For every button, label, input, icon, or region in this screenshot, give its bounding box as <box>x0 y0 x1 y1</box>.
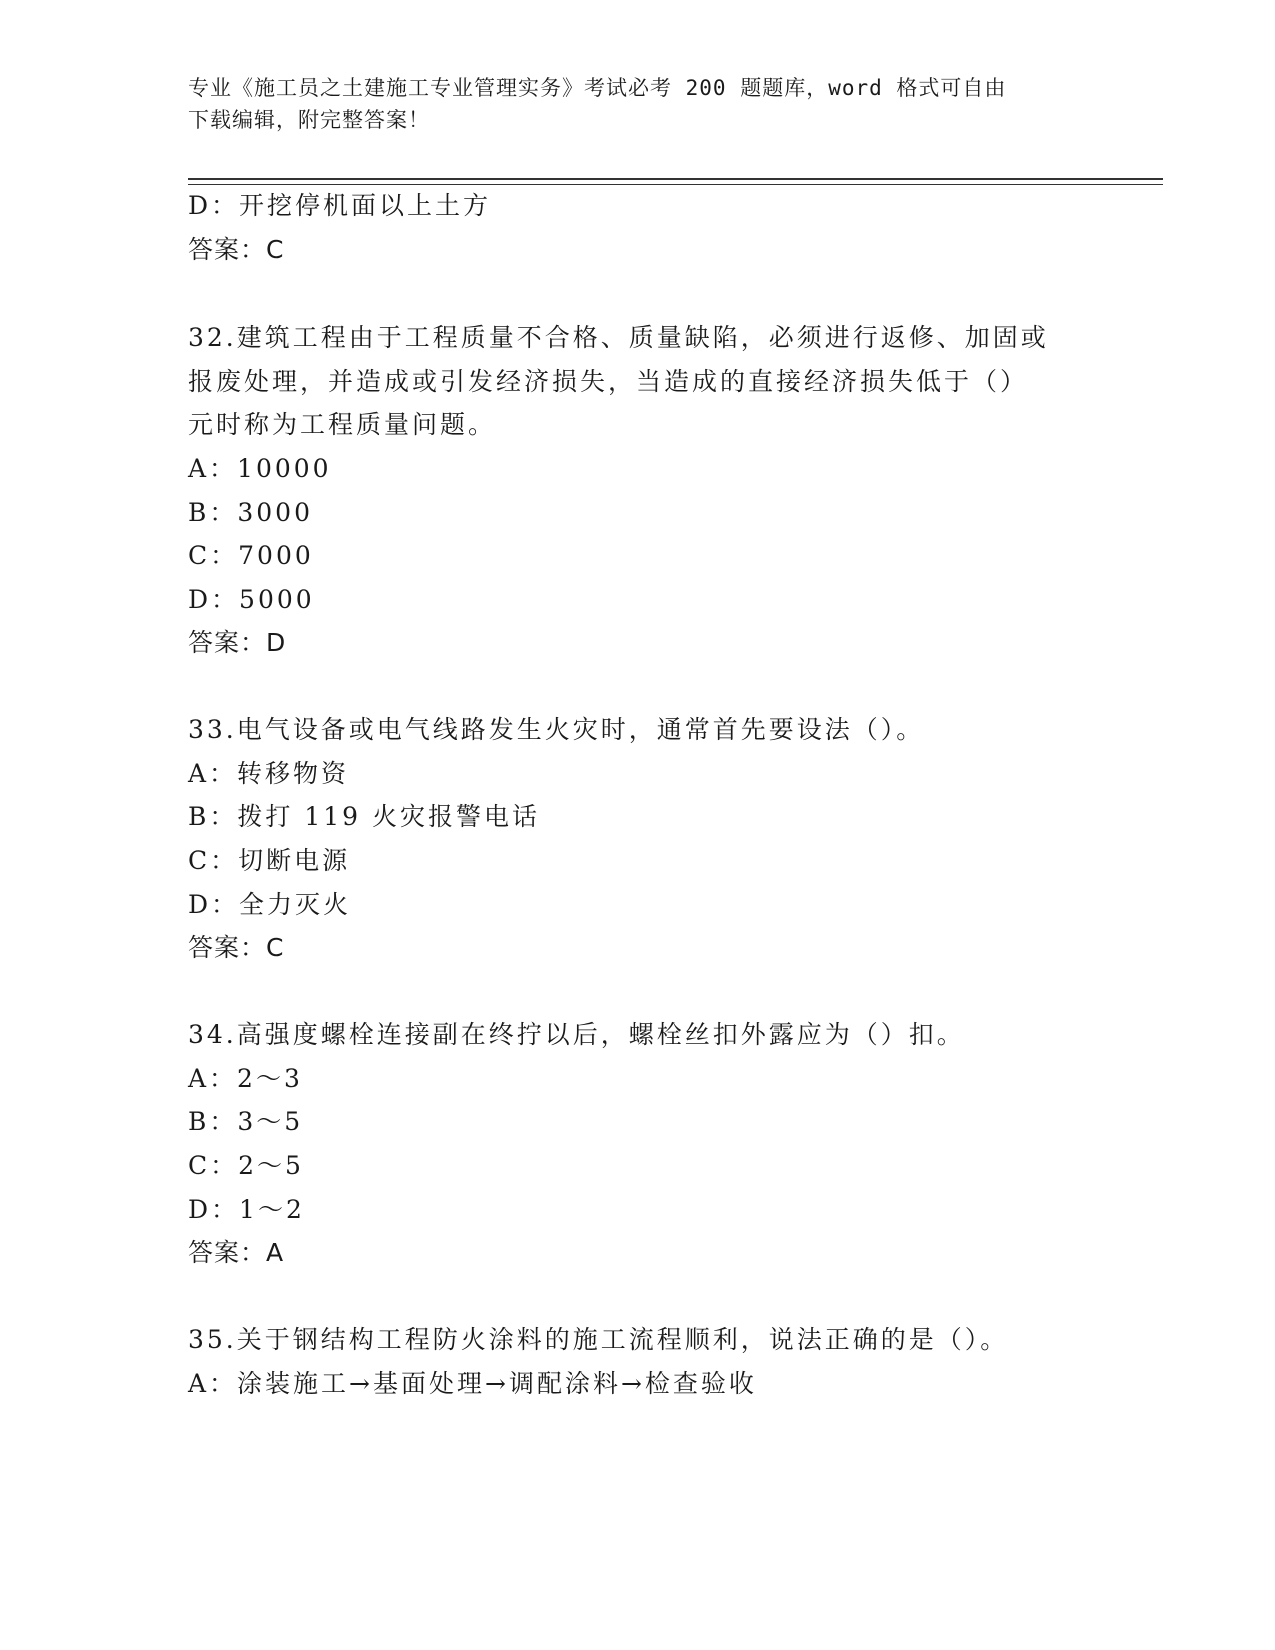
q33-option-b: B：拨打 119 火灾报警电话 <box>188 802 540 831</box>
q34-option-a: A：2～3 <box>188 1064 303 1093</box>
q32-option-a: A：10000 <box>188 454 332 483</box>
q35-option-a: A：涂装施工→基面处理→调配涂料→检查验收 <box>188 1369 757 1398</box>
q34-option-c: C：2～5 <box>188 1151 304 1180</box>
q33-stem-line-1: 33.电气设备或电气线路发生火灾时，通常首先要设法（）。 <box>188 715 925 744</box>
header-divider-thin <box>188 184 1163 185</box>
q33-option-a: A：转移物资 <box>188 759 350 788</box>
prev-option-d: D：开挖停机面以上土方 <box>188 191 492 220</box>
q32-stem-line-2: 报废处理，并造成或引发经济损失，当造成的直接经济损失低于（） <box>188 367 1029 396</box>
q33-option-c: C：切断电源 <box>188 846 351 875</box>
q32-option-d: D：5000 <box>188 585 315 614</box>
q32-stem-line-1: 32.建筑工程由于工程质量不合格、质量缺陷，必须进行返修、加固或 <box>188 323 1049 352</box>
q32-answer: 答案：D <box>188 628 287 657</box>
q34-stem-line-1: 34.高强度螺栓连接副在终拧以后，螺栓丝扣外露应为（）扣。 <box>188 1020 965 1049</box>
q32-option-b: B：3000 <box>188 498 313 527</box>
q32-stem-line-3: 元时称为工程质量问题。 <box>188 410 497 439</box>
q34-option-b: B：3～5 <box>188 1107 304 1136</box>
prev-answer: 答案：C <box>188 235 285 264</box>
header-line-2: 下载编辑，附完整答案！ <box>188 108 430 132</box>
q35-stem-line-1: 35.关于钢结构工程防火涂料的施工流程顺利，说法正确的是（）。 <box>188 1325 1009 1354</box>
q32-option-c: C：7000 <box>188 541 314 570</box>
document-header <box>188 72 1088 136</box>
header-line-1: 专业《施工员之土建施工专业管理实务》考试必考 200 题题库，word 格式可自由 <box>188 76 1007 100</box>
q34-answer: 答案：A <box>188 1238 285 1267</box>
header-divider-thick <box>188 178 1163 180</box>
q33-answer: 答案：C <box>188 933 285 962</box>
q33-option-d: D：全力灭火 <box>188 890 352 919</box>
q34-option-d: D：1～2 <box>188 1195 305 1224</box>
